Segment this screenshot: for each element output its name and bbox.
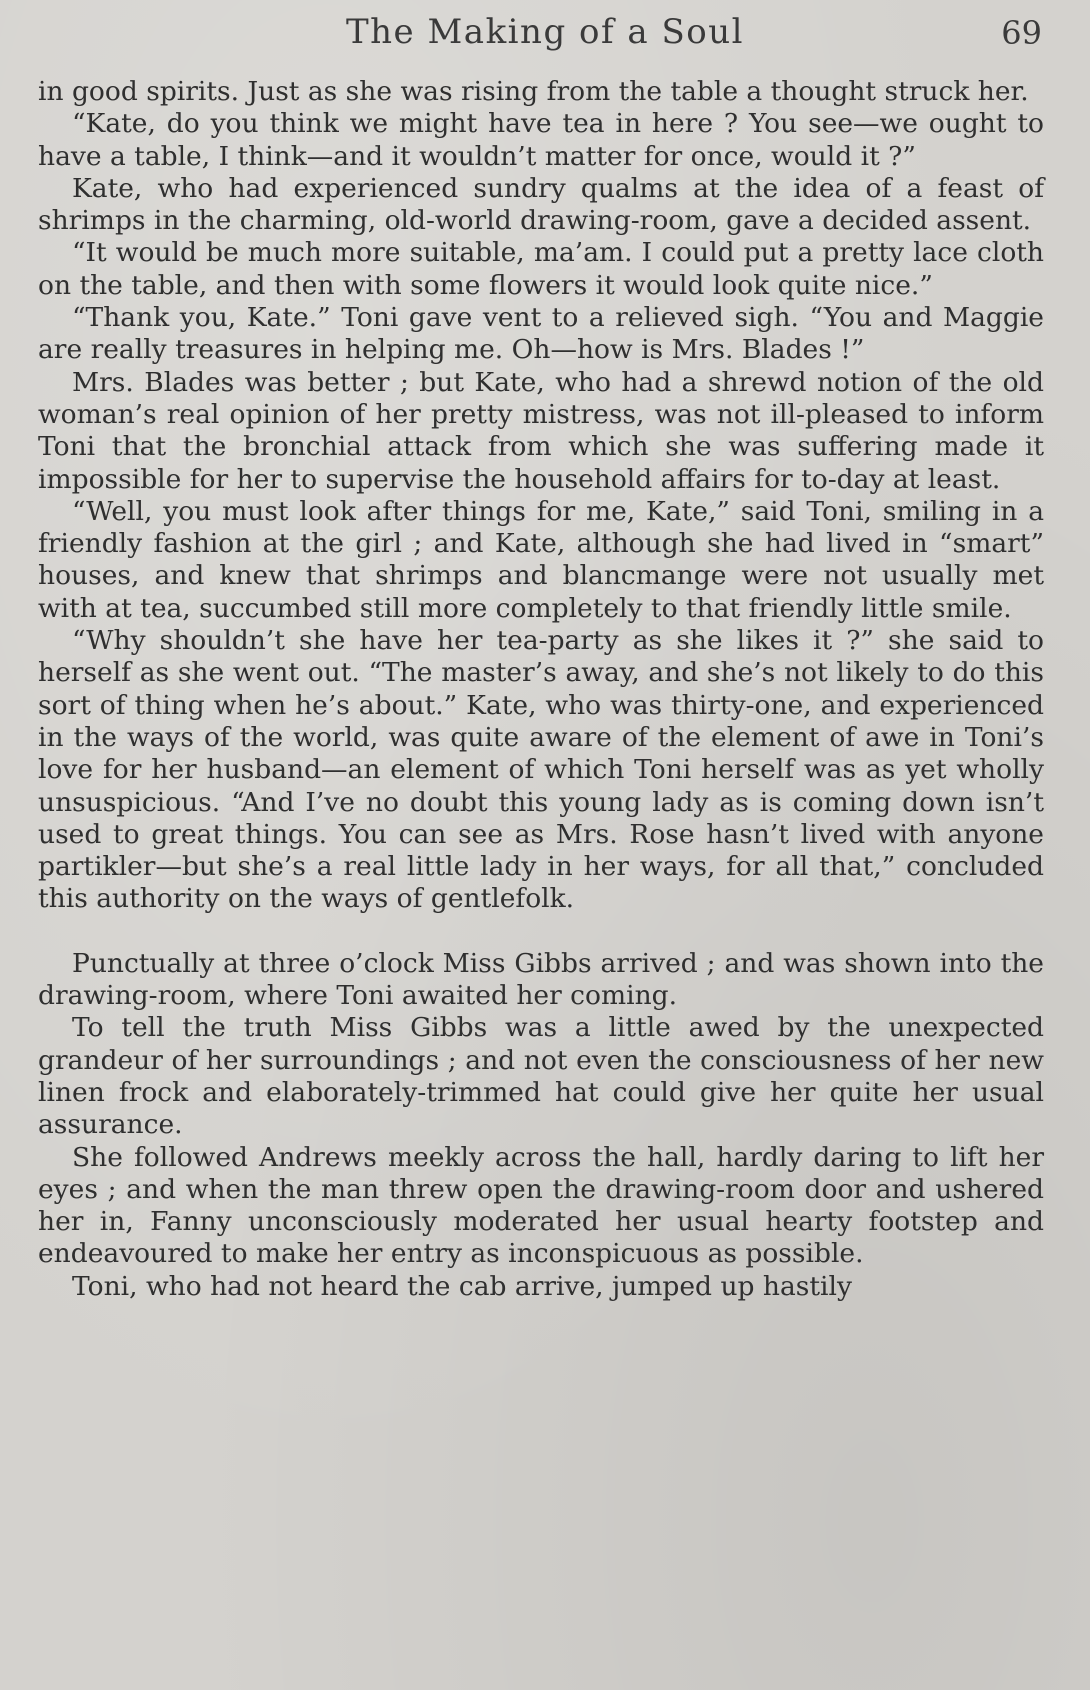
paragraph: “It would be much more suitable, ma’am. I could put a pretty lace cloth on the table, and then with some flowers it would look quite nice.” [38,237,1044,301]
paragraph: She followed Andrews meekly across the hall, hardly daring to lift her eyes ; and when the man threw open the drawing-room door and ushered her in, Fanny unconsciously moderated her usual hearty footstep and endeavoured to make her entry as inconspicuous as possible. [38,1141,1044,1270]
paragraph: in good spirits. Just as she was rising from the table a thought struck her. [38,76,1029,107]
body-text [38,76,1044,1303]
paragraph: “Well, you must look after things for me, Kate,” said Toni, smiling in a friendly fashion at the girl ; and Kate, although she had lived in “smart” houses, and knew that shrimps and blancmange were not usually met with at tea, succumbed still more completely to that friendly little smile. [38,495,1044,624]
paragraph: Kate, who had experienced sundry qualms at the idea of a feast of shrimps in the charming, old-world drawing-room, gave a decided assent. [38,172,1044,237]
running-title: The Making of a Soul [345,12,744,52]
page-number: 69 [1001,14,1042,52]
paragraph: Mrs. Blades was better ; but Kate, who had a shrewd notion of the old woman’s real opinion of her pretty mistress, was not ill-pleased to inform Toni that the bronchial attack from which she was suffering made it impossible for her to supervise the household affairs for to-day at least. [38,366,1044,495]
paragraph: “Why shouldn’t she have her tea-party as she likes it ?” she said to herself as she went out. “The master’s away, and she’s not likely to do this sort of thing when he’s about.” Kate, who was thirty-one, and experienced in the ways of the world, was quite aware of the element of awe in Toni’s love for her husband—an element of which Toni herself was as yet wholly unsuspicious. “And I’ve no doubt this young lady as is coming down isn’t used to great things. You can see as Mrs. Rose hasn’t lived with anyone partikler—but she’s a real little lady in her ways, for all that,” concluded this authority on the ways of gentlefolk. [38,625,1044,915]
paragraph: Punctually at three o’clock Miss Gibbs arrived ; and was shown into the drawing-room, where Toni awaited her coming. [38,947,1044,1012]
paragraph: Toni, who had not heard the cab arrive, jumped up hastily [72,1270,852,1302]
paragraph: “Thank you, Kate.” Toni gave vent to a relieved sigh. “You and Maggie are really treasures in helping me. Oh—how is Mrs. Blades !” [38,302,1044,366]
page-header [0,12,1090,60]
paragraph: “Kate, do you think we might have tea in here ? You see—we ought to have a table, I think—and it wouldn’t matter for once, would it ?” [38,108,1044,172]
paragraph: To tell the truth Miss Gibbs was a little awed by the unexpected grandeur of her surroundings ; and not even the consciousness of her new linen frock and elaborately-trimmed hat could give her quite her usual assurance. [38,1012,1044,1141]
